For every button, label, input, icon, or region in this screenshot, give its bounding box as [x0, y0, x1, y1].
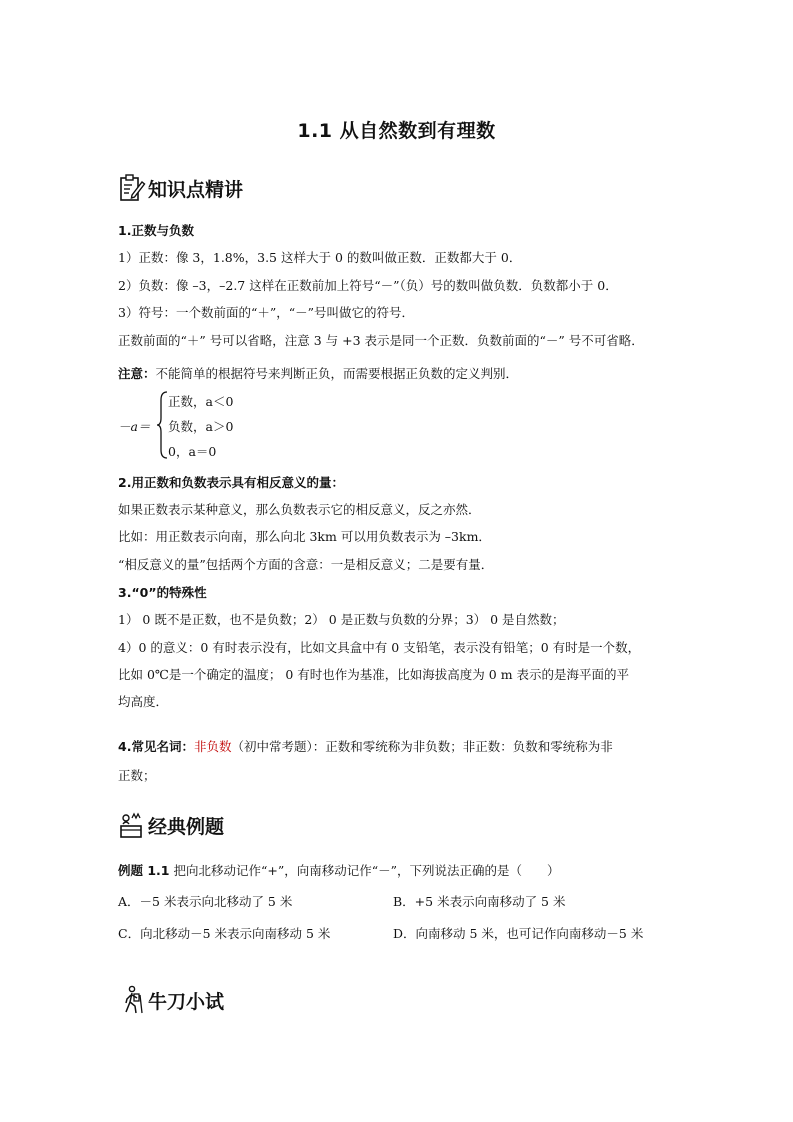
text-line: 如果正数表示某种意义，那么负数表示它的相反意义，反之亦然．	[118, 502, 481, 517]
piecewise-definition	[118, 390, 278, 462]
heading-positive-negative: 1.正数与负数	[118, 223, 194, 238]
piecewise-case-3: 0，a＝0	[168, 444, 217, 459]
highlight-term: 非负数	[193, 739, 232, 754]
common-terms-heading: 4.常见名词：	[118, 739, 194, 754]
text-line: 3）符号：一个数前面的“＋”，“－”号叫做它的符号．	[118, 305, 415, 320]
text-line: 比如 0℃是一个确定的温度； 0 有时也作为基准，比如海拔高度为 0 m 表示的是海平面的平	[118, 667, 630, 682]
option-c: C．向北移动－5 米表示向南移动 5 米	[118, 926, 331, 941]
section-examples	[118, 810, 224, 840]
note-label: 注意：	[118, 366, 156, 381]
option-d: D．向南移动 5 米，也可记作向南移动－5 米	[393, 926, 644, 941]
text-line: “相反意义的量”包括两个方面的含意：一是相反意义；二是要有量．	[118, 557, 494, 572]
piecewise-case-1: 正数，a＜0	[168, 394, 234, 409]
common-terms-text: （初中常考题）：正数和零统称为非负数；非正数：负数和零统称为非	[231, 739, 613, 754]
brace-symbol	[156, 390, 168, 460]
piecewise-lhs: －a＝	[118, 419, 151, 434]
option-b: B．+5 米表示向南移动了 5 米	[393, 894, 566, 909]
note	[118, 364, 518, 382]
text-line: 2）负数：像 –3，–2.7 这样在正数前加上符号“－”（负）号的数叫做负数．负数都小于 0．	[118, 278, 618, 293]
text-line: 正数前面的“＋” 号可以省略，注意 3 与 +3 表示是同一个正数．负数前面的“－” 号不可省略．	[118, 333, 644, 348]
notepad-pencil-icon	[118, 173, 146, 203]
text-line: 比如：用正数表示向南，那么向北 3km 可以用负数表示为 –3km．	[118, 529, 491, 544]
common-terms	[118, 737, 613, 755]
hiker-icon	[118, 985, 146, 1015]
section-title: 经典例题	[148, 815, 225, 838]
section-knowledge	[118, 173, 243, 203]
heading-zero: 3.“0”的特殊性	[118, 585, 207, 600]
text-line: 均高度．	[118, 694, 169, 709]
heading-opposite-quantities: 2.用正数和负数表示具有相反意义的量：	[118, 475, 344, 490]
text-line: 4）0 的意义：0 有时表示没有，比如文具盒中有 0 支铅笔，表示没有铅笔；0 有时是一个数，	[118, 640, 641, 655]
example-question-text: 把向北移动记作“+”，向南移动记作“－”，下列说法正确的是（ ）	[173, 863, 560, 878]
example-question	[118, 861, 560, 879]
section-practice	[118, 985, 224, 1015]
note-text: 不能简单的根据符号来判断正负，而需要根据正负数的定义判别．	[155, 366, 519, 381]
text-line: 1） 0 既不是正数，也不是负数；2） 0 是正数与负数的分界；3） 0 是自然数；	[118, 612, 565, 627]
section-title: 知识点精讲	[148, 178, 244, 201]
example-label: 例题 1.1	[118, 863, 170, 878]
desk-teacher-icon	[118, 810, 146, 840]
section-title: 牛刀小试	[148, 990, 225, 1013]
option-a: A．－5 米表示向北移动了 5 米	[118, 894, 293, 909]
piecewise-case-2: 负数，a＞0	[168, 419, 234, 434]
page-title: 1.1 从自然数到有理数	[297, 120, 496, 142]
text-line: 正数；	[118, 768, 156, 783]
text-line: 1）正数：像 3，1.8%，3.5 这样大于 0 的数叫做正数．正数都大于 0．	[118, 250, 522, 265]
